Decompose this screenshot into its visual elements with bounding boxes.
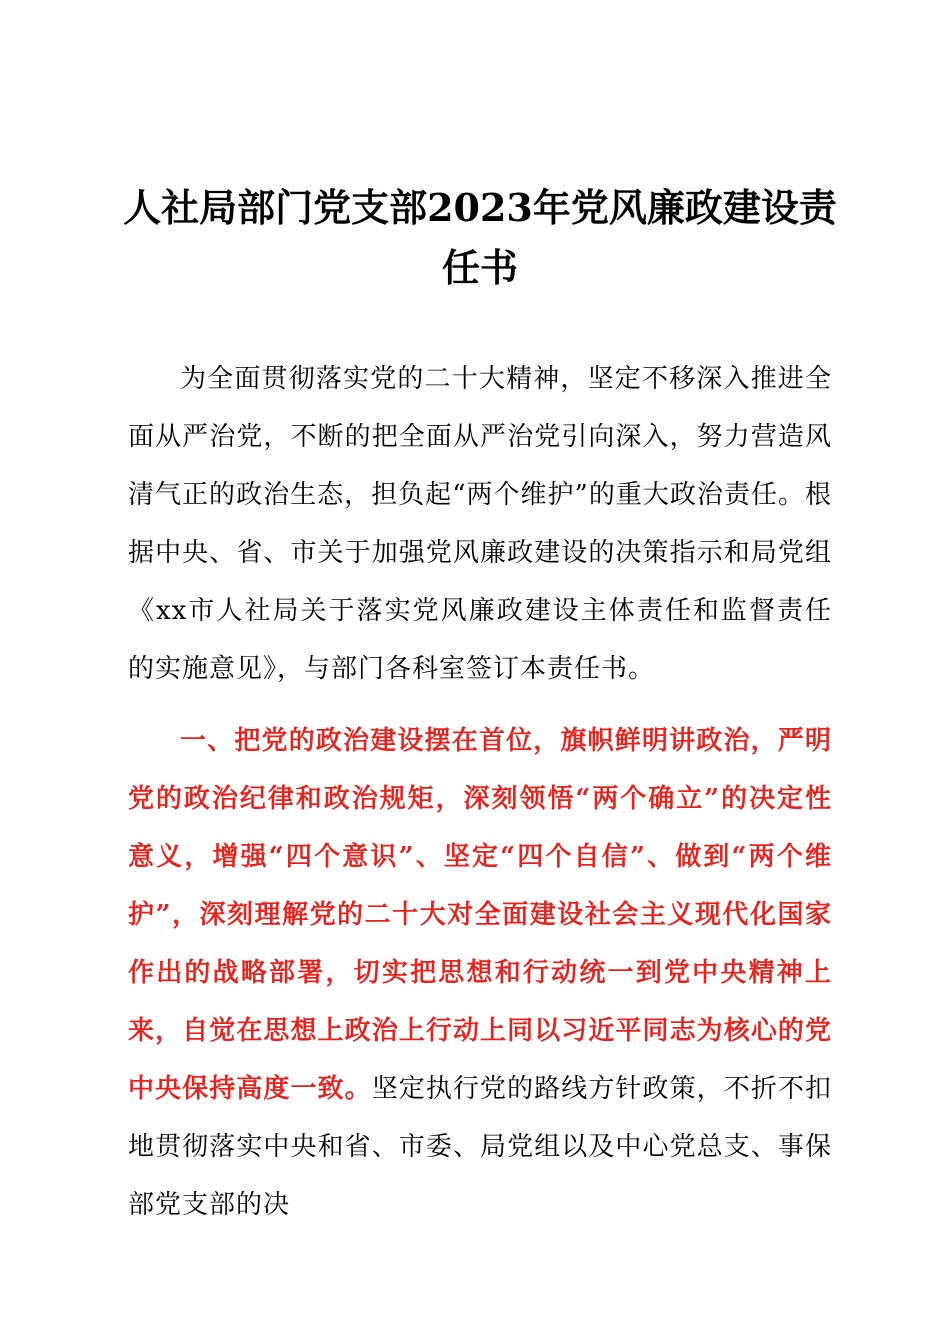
section-one-paragraph [128, 712, 832, 1234]
section-one-continuation: 坚定执行党的路线方针政策，不折不扣地贯彻落实中央和省、市委、局党组以及中心党总支、事保部党支部的决 [128, 1074, 832, 1220]
section-one-highlight: 一、把党的政治建设摆在首位，旗帜鲜明讲政治，严明党的政治纪律和政治规矩，深刻领悟“两个确立”的决定性意义，增强“四个意识”、坚定“四个自信”、做到“两个维护”，深刻理解党的二十大对全面建设社会主义现代化国家作出的战略部署，切实把思想和行动统一到党中央精神上来，自觉在思想上政治上行动上同以习近平同志为核心的党中央保持高度一致。 [128, 726, 832, 1104]
document-title: 人社局部门党支部2023年党风廉政建设责任书 [123, 185, 837, 290]
intro-paragraph: 为全面贯彻落实党的二十大精神，坚定不移深入推进全面从严治党，不断的把全面从严治党引向深入，努力营造风清气正的政治生态，担负起“两个维护”的重大政治责任。根据中央、省、市关于加强党风廉政建设的决策指示和局党组《xx市人社局关于落实党风廉政建设主体责任和监督责任的实施意见》，与部门各科室签订本责任书。 [128, 364, 832, 684]
